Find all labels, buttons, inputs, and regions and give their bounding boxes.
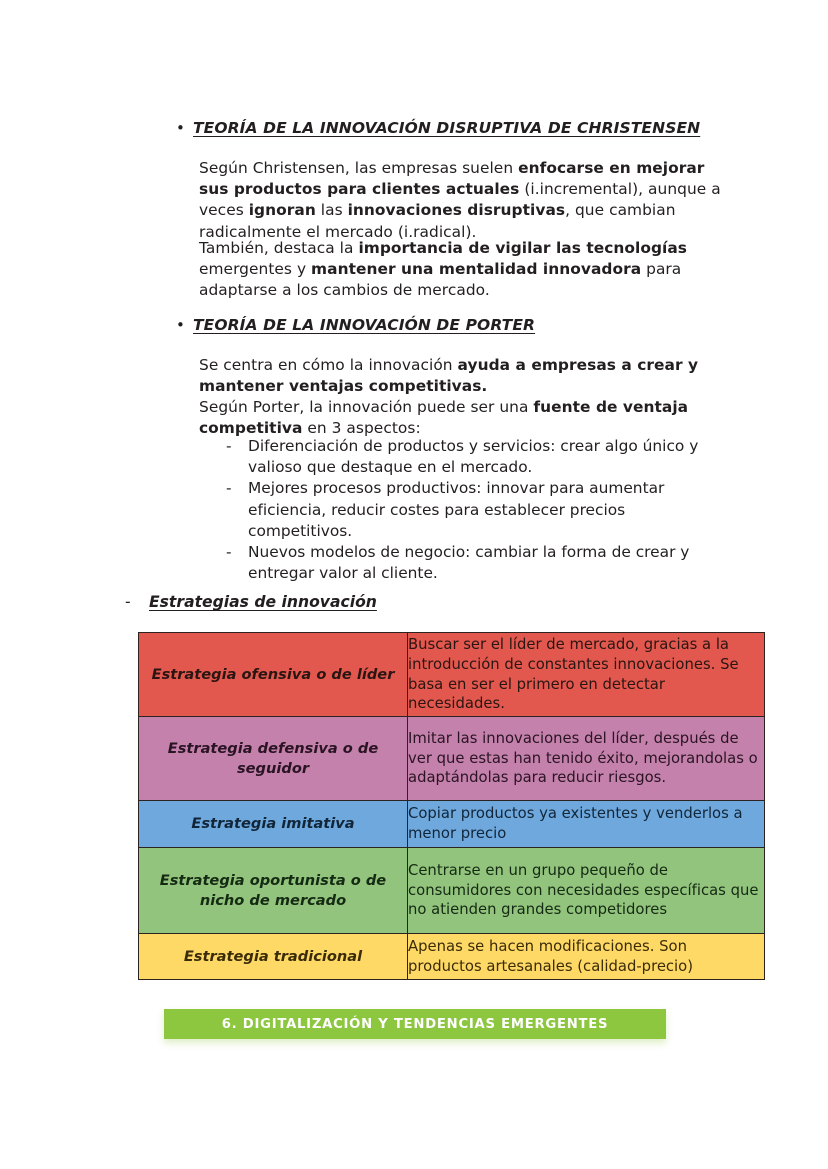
- strategy-description: Buscar ser el líder de mercado, gracias a la introducción de constantes innovaciones. Se basa en ser el primero en detectar necesidades.: [408, 633, 765, 717]
- heading-christensen: [170, 118, 770, 138]
- heading-estrategias: [125, 592, 545, 613]
- dash-icon: -: [226, 437, 232, 455]
- section-banner: [164, 1009, 666, 1039]
- heading-christensen-text: TEORÍA DE LA INNOVACIÓN DISRUPTIVA DE CHRISTENSEN: [193, 119, 701, 137]
- rich-text: Según Christensen, las empresas suelen enfocarse en mejorar sus productos para clientes actuales (i.incremental), aunque a veces ignoran las innovaciones disruptivas, que cambian radicalmente el mercado (i.radical).: [199, 159, 721, 241]
- heading-porter: [170, 315, 770, 335]
- porter-aspects-list: [226, 436, 726, 584]
- list-item-text: Mejores procesos productivos: innovar para aumentar eficiencia, reducir costes para establecer precios competitivos.: [248, 479, 665, 540]
- list-item-text: Nuevos modelos de negocio: cambiar la forma de crear y entregar valor al cliente.: [248, 543, 690, 583]
- table-row: [139, 633, 765, 717]
- table-row: [139, 848, 765, 934]
- strategy-description: Copiar productos ya existentes y venderlos a menor precio: [408, 801, 765, 848]
- section-banner-text: 6. DIGITALIZACIÓN Y TENDENCIAS EMERGENTES: [221, 1016, 609, 1032]
- bullet-icon: •: [176, 316, 185, 334]
- strategy-name: Estrategia defensiva o de seguidor: [139, 717, 408, 801]
- strategy-name: Estrategia imitativa: [139, 801, 408, 848]
- dash-icon: -: [125, 593, 131, 611]
- strategy-description: Apenas se hacen modificaciones. Son productos artesanales (calidad-precio): [408, 934, 765, 980]
- rich-text: Se centra en cómo la innovación ayuda a empresas a crear y mantener ventajas competitivas.: [199, 356, 699, 396]
- strategies-table: [138, 632, 765, 980]
- paragraph-porter-2: [199, 397, 694, 439]
- list-item-text: Diferenciación de productos y servicios: crear algo único y valioso que destaque en el mercado.: [248, 437, 699, 477]
- strategy-name: Estrategia oportunista o de nicho de mercado: [139, 848, 408, 934]
- rich-text: También, destaca la importancia de vigilar las tecnologías emergentes y mantener una mentalidad innovadora para adaptarse a los cambios de mercado.: [199, 239, 688, 300]
- bullet-icon: •: [176, 119, 185, 137]
- table-row: [139, 934, 765, 980]
- heading-porter-text: TEORÍA DE LA INNOVACIÓN DE PORTER: [193, 316, 536, 334]
- dash-icon: -: [226, 543, 232, 562]
- strategy-name: Estrategia tradicional: [139, 934, 408, 980]
- table-row: [139, 717, 765, 801]
- strategy-description: Imitar las innovaciones del líder, después de ver que estas han tenido éxito, mejorandolas o adaptándolas para reducir riesgos.: [408, 717, 765, 801]
- list-item: [226, 436, 726, 478]
- list-item: [226, 478, 726, 542]
- strategy-name: Estrategia ofensiva o de líder: [139, 633, 408, 717]
- rich-text: Según Porter, la innovación puede ser una fuente de ventaja competitiva en 3 aspectos:: [199, 398, 689, 438]
- list-item: [226, 542, 726, 584]
- paragraph-christensen-2: [199, 238, 699, 302]
- paragraph-christensen-1: [199, 158, 734, 243]
- paragraph-porter-1: [199, 355, 699, 397]
- strategy-description: Centrarse en un grupo pequeño de consumidores con necesidades específicas que no atienden grandes competidores: [408, 848, 765, 934]
- table-row: [139, 801, 765, 848]
- dash-icon: -: [226, 479, 232, 498]
- heading-estrategias-text: Estrategias de innovación: [149, 593, 377, 611]
